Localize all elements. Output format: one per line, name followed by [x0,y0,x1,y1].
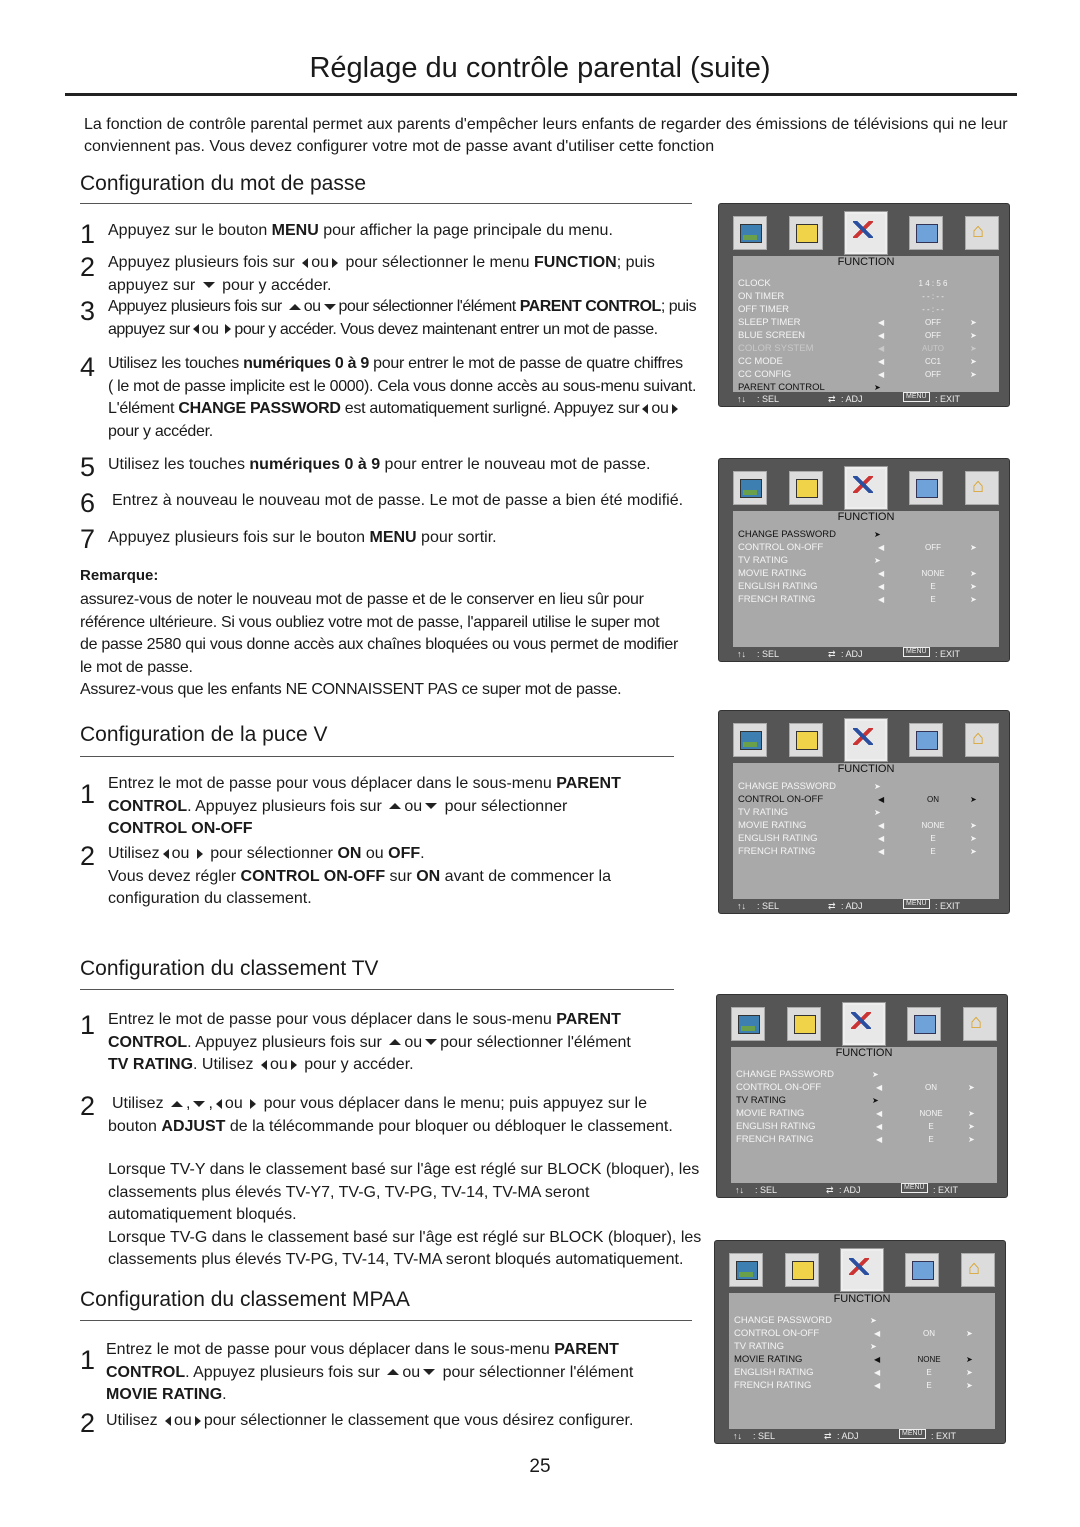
osd-footer: ↑↓ : SEL ⇄ : ADJ MENU : EXIT [735,1184,959,1195]
tv-channel-icon [909,723,943,757]
osd-item-value: NONE [917,1355,941,1364]
osd-footer-adj: : ADJ [841,649,863,659]
up-arrow-icon [171,1101,183,1107]
osd-item-value: OFF [925,318,941,327]
up-arrow-icon [387,1369,399,1375]
osd-item-label: MOVIE RATING [736,1108,805,1119]
right-arrow-icon [250,1099,256,1109]
left-arrow-icon [261,1060,267,1070]
osd-footer-adj: : ADJ [837,1431,859,1441]
osd-item-value: NONE [921,821,945,830]
step-number: 1 [80,1345,96,1375]
osd-menu-panel [729,1293,995,1429]
left-arrow-icon: ◀ [878,582,885,591]
section-divider [80,989,674,990]
picture-icon [729,1253,763,1287]
up-down-icon: ↑↓ [737,901,746,911]
step-text: Entrez le mot de passe pour vous déplacer dans le sous-menu PARENT CONTROL. Appuyez plusieurs fois sur ou pour sélectionner l'élément MOVIE RATING. [106,1341,634,1403]
left-arrow-icon: ◀ [878,370,885,379]
up-down-icon: ↑↓ [735,1185,744,1195]
osd-item-label: CHANGE PASSWORD [738,529,837,540]
step-text: Utilisez les touches numériques 0 à 9 pour entrer le nouveau mot de passe. [108,456,651,473]
osd-item-value: NONE [919,1109,943,1118]
left-arrow-icon: ◀ [878,357,885,366]
osd-menu-panel [733,763,999,899]
left-arrow-icon [216,1099,222,1109]
osd-menu-panel [733,511,999,647]
osd-item-label: CONTROL ON-OFF [738,794,824,805]
left-arrow-icon: ◀ [876,1109,883,1118]
osd-item-value: E [930,847,936,856]
left-arrow-icon: ◀ [878,795,885,804]
down-arrow-icon [423,1369,435,1375]
right-arrow-icon [291,1060,297,1070]
step-text: Entrez à nouveau le nouveau mot de passe. Le mot de passe a bien été modifié. [112,492,684,509]
osd-menu-item [738,356,993,368]
osd-menu-item [738,555,993,567]
step-number: 2 [80,1091,96,1121]
osd-item-label: FRENCH RATING [734,1380,812,1391]
left-arrow-icon: ◀ [878,318,885,327]
osd-item-label: COLOR SYSTEM [738,343,814,354]
up-down-icon: ↑↓ [737,394,746,404]
step-number: 1 [80,219,96,249]
osd-menu-item [738,594,993,606]
step-number: 3 [80,296,96,326]
right-arrow-icon: ➤ [970,370,977,379]
osd-item-value: ON [923,1329,935,1338]
step-number: 2 [80,841,96,871]
right-arrow-icon: ➤ [970,795,977,804]
function-tools-icon [845,719,887,761]
right-arrow-icon [225,324,231,334]
tv-channel-icon [909,216,943,250]
osd-item-value: E [930,834,936,843]
osd-screen-tv-rating [716,994,1008,1198]
right-arrow-icon: ➤ [872,1070,879,1079]
step-text: Utilisez , , ou pour vous déplacer dans le menu; puis appuyez sur le [112,1095,647,1112]
right-arrow-icon: ➤ [968,1109,975,1118]
osd-menu-title: FUNCTION [729,1293,995,1305]
function-tools-icon [845,467,887,509]
step-number: 4 [80,352,96,382]
section-heading-vchip: Configuration de la puce V [80,723,328,746]
down-arrow-icon [324,304,336,310]
step-number: 6 [80,488,96,518]
tv-channel-icon [909,471,943,505]
osd-item-label: CC CONFIG [738,369,792,380]
osd-footer-sel: : SEL [757,394,780,404]
right-arrow-icon: ➤ [970,569,977,578]
osd-menu-item [738,581,993,593]
adjust-icon: ⇄ [828,394,836,404]
step-text: Utilisez ou pour sélectionner ON ou OFF. Vous devez régler CONTROL ON-OFF sur ON avant de commencer la configuration du classement. [108,845,611,907]
osd-menu-title: FUNCTION [731,1047,997,1059]
osd-icon-bar [733,719,999,761]
antenna-icon [965,471,999,505]
osd-footer-exit: : EXIT [931,1431,957,1441]
adjust-icon: ⇄ [828,649,836,659]
right-arrow-icon: ➤ [874,556,881,565]
left-arrow-icon: ◀ [878,834,885,843]
osd-menu-item [734,1341,989,1353]
left-arrow-icon: ◀ [878,821,885,830]
osd-item-label: ENGLISH RATING [736,1121,816,1132]
osd-menu-item [738,781,993,793]
osd-item-value: OFF [925,543,941,552]
osd-menu-item [734,1367,989,1379]
osd-item-label: ENGLISH RATING [738,833,818,844]
osd-item-label: ENGLISH RATING [738,581,818,592]
osd-footer: ↑↓ : SEL ⇄ : ADJ MENU : EXIT [737,900,961,911]
picture-icon [731,1007,765,1041]
osd-menu-item [736,1082,991,1094]
osd-footer-sel: : SEL [755,1185,778,1195]
osd-screen-function [718,203,1010,407]
step-text: Appuyez plusieurs fois sur ou pour sélectionner le menu FUNCTION; puis appuyez sur pour y accéder. [108,254,655,294]
osd-menu-item [738,820,993,832]
osd-menu-item [738,317,993,329]
osd-item-value: E [930,595,936,604]
osd-icon-bar [729,1249,995,1291]
right-arrow-icon [197,849,203,859]
osd-menu-item [734,1380,989,1392]
adjust-icon: ⇄ [828,901,836,911]
sound-icon [789,471,823,505]
step-text: Appuyez plusieurs fois sur ou pour sélectionner l'élément PARENT CONTROL; puis appuyez sur ou pour y accéder. Vous devez maintenant entrer un mot de passe. [108,298,697,338]
section-divider [80,203,692,204]
osd-item-label: CC MODE [738,356,783,367]
osd-item-value: CC1 [924,357,941,366]
osd-menu-item [738,304,993,316]
adjust-icon: ⇄ [824,1431,832,1441]
down-arrow-icon [425,803,437,809]
osd-menu-panel [731,1047,997,1183]
osd-item-value: 1 4 : 5 6 [918,279,948,288]
note-label: Remarque: [80,567,159,584]
antenna-icon [965,723,999,757]
osd-item-value: E [928,1135,934,1144]
osd-item-value: - - : - - [922,305,944,314]
osd-menu-item [734,1328,989,1340]
osd-item-label: TV RATING [734,1341,784,1352]
up-arrow-icon [389,1039,401,1045]
osd-menu-title: FUNCTION [733,256,999,268]
osd-menu-panel [733,256,999,393]
right-arrow-icon: ➤ [970,331,977,340]
osd-item-label: CONTROL ON-OFF [736,1082,822,1093]
osd-footer-exit: : EXIT [933,1185,959,1195]
step-number: 2 [80,252,96,282]
picture-icon [733,723,767,757]
up-arrow-icon [289,304,301,310]
osd-menu-item [738,343,993,355]
left-arrow-icon [165,1416,171,1426]
right-arrow-icon [195,1416,201,1426]
section-divider [80,1320,692,1321]
osd-item-value: ON [925,1083,937,1092]
left-arrow-icon: ◀ [876,1135,883,1144]
function-tools-icon [843,1003,885,1045]
right-arrow-icon: ➤ [874,782,881,791]
osd-menu-item [736,1095,991,1107]
section-divider [80,756,674,757]
osd-item-label: CONTROL ON-OFF [738,542,824,553]
osd-item-value: OFF [925,370,941,379]
step-number: 1 [80,1010,96,1040]
osd-footer: ↑↓ : SEL ⇄ : ADJ MENU : EXIT [737,648,961,659]
adjust-icon: ⇄ [826,1185,834,1195]
osd-item-label: FRENCH RATING [736,1134,814,1145]
step-number: 1 [80,779,96,809]
step-text: Entrez le mot de passe pour vous déplacer dans le sous-menu PARENT CONTROL. Appuyez plusieurs fois sur ou pour sélectionner l'élément TV RATING. Utilisez ou pour y accéder. [108,1011,631,1073]
right-arrow-icon: ➤ [872,1096,879,1105]
osd-menu-item [736,1108,991,1120]
left-arrow-icon: ◀ [878,595,885,604]
page-title: Réglage du contrôle parental (suite) [309,52,771,84]
osd-item-label: ON TIMER [738,291,785,302]
note-text: assurez-vous de noter le nouveau mot de passe et de le conserver en lieu sûr pour référence ultérieure. Si vous oubliez votre mot de passe, l'appareil utilise le super mot de passe 2580 qui vous donne accès aux chaînes bloquées ou vous permet de modifier le mot de passe. Assurez-vous que les enfants NE CONNAISSENT PAS ce super mot de passe. [80,591,679,698]
osd-item-label: TV RATING [736,1095,786,1106]
osd-item-label: MOVIE RATING [734,1354,803,1365]
osd-item-value: E [926,1381,932,1390]
step-number: 2 [80,1408,96,1438]
step-text: Appuyez plusieurs fois sur le bouton MENU pour sortir. [108,529,497,546]
osd-screen-control-on-off [718,710,1010,914]
osd-item-label: OFF TIMER [738,304,790,315]
right-arrow-icon: ➤ [968,1122,975,1131]
left-arrow-icon: ◀ [874,1368,881,1377]
right-arrow-icon: ➤ [970,821,977,830]
osd-item-label: PARENT CONTROL [738,382,825,393]
osd-menu-item [736,1069,991,1081]
intro-paragraph: La fonction de contrôle parental permet aux parents d'empêcher leurs enfants de regarder des émissions de télévisions qui ne leur conviennent pas. Vous devez configurer votre mot de passe avant d'utiliser cette fonction [84,116,1008,155]
left-arrow-icon: ◀ [874,1355,881,1364]
osd-item-label: MOVIE RATING [738,568,807,579]
right-arrow-icon: ➤ [966,1355,973,1364]
sound-icon [787,1007,821,1041]
step-text: Utilisez ou pour sélectionner le classement que vous désirez configurer. [106,1412,634,1429]
osd-footer-adj: : ADJ [839,1185,861,1195]
osd-menu-title: FUNCTION [733,511,999,523]
up-down-icon: ↑↓ [737,649,746,659]
osd-item-value: E [928,1122,934,1131]
osd-item-label: TV RATING [738,807,788,818]
osd-menu-item [738,833,993,845]
picture-icon [733,471,767,505]
right-arrow-icon: ➤ [968,1083,975,1092]
osd-footer-sel: : SEL [757,649,780,659]
tv-channel-icon [907,1007,941,1041]
osd-screen-parent-control [718,458,1010,662]
down-arrow-icon [203,282,215,288]
osd-item-value: AUTO [921,344,945,353]
right-arrow-icon: ➤ [970,318,977,327]
osd-item-label: CHANGE PASSWORD [738,781,837,792]
osd-item-label: MOVIE RATING [738,820,807,831]
right-arrow-icon: ➤ [970,582,977,591]
left-arrow-icon: ◀ [876,1122,883,1131]
osd-footer: ↑↓ : SEL ⇄ : ADJ MENU : EXIT [733,1430,957,1441]
osd-item-label: CLOCK [738,278,771,289]
left-arrow-icon: ◀ [876,1083,883,1092]
step-number: 5 [80,452,96,482]
step-text: Entrez le mot de passe pour vous déplacer dans le sous-menu PARENT CONTROL. Appuyez plusieurs fois sur ou pour sélectionner CONTROL ON-OFF [108,775,621,837]
right-arrow-icon: ➤ [970,595,977,604]
antenna-icon [961,1253,995,1287]
osd-item-label: BLUE SCREEN [738,330,806,341]
step-text: bouton ADJUST de la télécommande pour bloquer ou débloquer le classement. [108,1118,673,1135]
osd-item-value: E [930,582,936,591]
osd-item-label: ENGLISH RATING [734,1367,814,1378]
antenna-icon [965,216,999,250]
osd-menu-item [738,807,993,819]
left-arrow-icon: ◀ [878,847,885,856]
section-heading-mpaa: Configuration du classement MPAA [80,1288,410,1311]
osd-item-label: CONTROL ON-OFF [734,1328,820,1339]
tv-rating-paragraph: Lorsque TV-Y dans le classement basé sur l'âge est réglé sur BLOCK (bloquer), les classements plus élevés TV-Y7, TV-G, TV-PG, TV-14, TV-MA seront automatiquement bloqués. Lorsque TV-G dans le classement basé sur l'âge est réglé sur BLOCK (bloquer), les classements plus élevés TV-PG, TV-14, TV-MA seront bloqués automatiquement. [108,1161,702,1268]
osd-footer-exit: : EXIT [935,394,961,404]
left-arrow-icon [163,849,169,859]
right-arrow-icon: ➤ [970,543,977,552]
osd-menu-item [738,529,993,541]
osd-menu-item [738,542,993,554]
step-text: Utilisez les touches numériques 0 à 9 pour entrer le mot de passe de quatre chiffres ( le mot de passe implicite est le 0000). Cela vous donne accès au sous-menu suivant. L'élément CHANGE PASSWORD est automatiquement surligné. Appuyez sur ou pour y accéder. [108,355,697,440]
osd-footer-sel: : SEL [757,901,780,911]
osd-screen-movie-rating [714,1240,1006,1444]
section-heading-tv: Configuration du classement TV [80,957,379,980]
right-arrow-icon: ➤ [970,834,977,843]
osd-item-value: - - : - - [922,292,944,301]
left-arrow-icon [302,258,308,268]
osd-item-label: FRENCH RATING [738,594,816,605]
osd-footer-sel: : SEL [753,1431,776,1441]
osd-item-value: OFF [925,331,941,340]
osd-menu-item [738,291,993,303]
osd-item-value: NONE [921,569,945,578]
left-arrow-icon: ◀ [874,1329,881,1338]
right-arrow-icon: ➤ [966,1368,973,1377]
function-tools-icon [841,1249,883,1291]
page-number: 25 [529,1456,551,1477]
left-arrow-icon: ◀ [878,331,885,340]
osd-menu-item [736,1134,991,1146]
osd-footer: ↑↓ : SEL ⇄ : ADJ MENU : EXIT [737,393,961,404]
right-arrow-icon: ➤ [870,1316,877,1325]
osd-footer-exit: : EXIT [935,901,961,911]
up-arrow-icon [389,803,401,809]
right-arrow-icon: ➤ [874,808,881,817]
osd-menu-item [738,278,993,290]
osd-item-label: FRENCH RATING [738,846,816,857]
right-arrow-icon: ➤ [874,530,881,539]
osd-item-label: CHANGE PASSWORD [736,1069,835,1080]
function-tools-icon [845,212,887,254]
right-arrow-icon: ➤ [966,1329,973,1338]
sound-icon [789,216,823,250]
sound-icon [789,723,823,757]
sound-icon [785,1253,819,1287]
osd-icon-bar [733,212,999,254]
osd-item-value: ON [927,795,939,804]
left-arrow-icon: ◀ [874,1381,881,1390]
osd-menu-item [734,1354,989,1366]
osd-icon-bar [733,467,999,509]
antenna-icon [963,1007,997,1041]
section-heading-password: Configuration du mot de passe [80,172,367,195]
left-arrow-icon [193,324,199,334]
right-arrow-icon: ➤ [870,1342,877,1351]
osd-menu-item [734,1315,989,1327]
up-down-icon: ↑↓ [733,1431,742,1441]
right-arrow-icon: ➤ [966,1381,973,1390]
down-arrow-icon [193,1101,205,1107]
osd-menu-item [736,1121,991,1133]
osd-menu-item [738,794,993,806]
osd-icon-bar [731,1003,997,1045]
osd-item-value: E [926,1368,932,1377]
osd-menu-item [738,846,993,858]
title-divider [65,93,1017,96]
right-arrow-icon [332,258,338,268]
right-arrow-icon: ➤ [970,357,977,366]
down-arrow-icon [425,1039,437,1045]
osd-menu-item [738,369,993,381]
left-arrow-icon [642,404,648,414]
step-text: Appuyez sur le bouton MENU pour afficher la page principale du menu. [108,222,613,239]
right-arrow-icon: ➤ [874,383,881,392]
osd-menu-title: FUNCTION [733,763,999,775]
osd-item-label: CHANGE PASSWORD [734,1315,833,1326]
right-arrow-icon: ➤ [968,1135,975,1144]
osd-menu-item [738,568,993,580]
left-arrow-icon: ◀ [878,543,885,552]
right-arrow-icon: ➤ [970,344,977,353]
picture-icon [733,216,767,250]
tv-channel-icon [905,1253,939,1287]
osd-menu-item [738,330,993,342]
left-arrow-icon: ◀ [878,344,885,353]
right-arrow-icon: ➤ [970,847,977,856]
step-number: 7 [80,524,96,554]
osd-footer-adj: : ADJ [841,901,863,911]
right-arrow-icon [672,404,678,414]
osd-footer-adj: : ADJ [841,394,863,404]
osd-item-label: TV RATING [738,555,788,566]
osd-item-label: SLEEP TIMER [738,317,801,328]
osd-footer-exit: : EXIT [935,649,961,659]
left-arrow-icon: ◀ [878,569,885,578]
